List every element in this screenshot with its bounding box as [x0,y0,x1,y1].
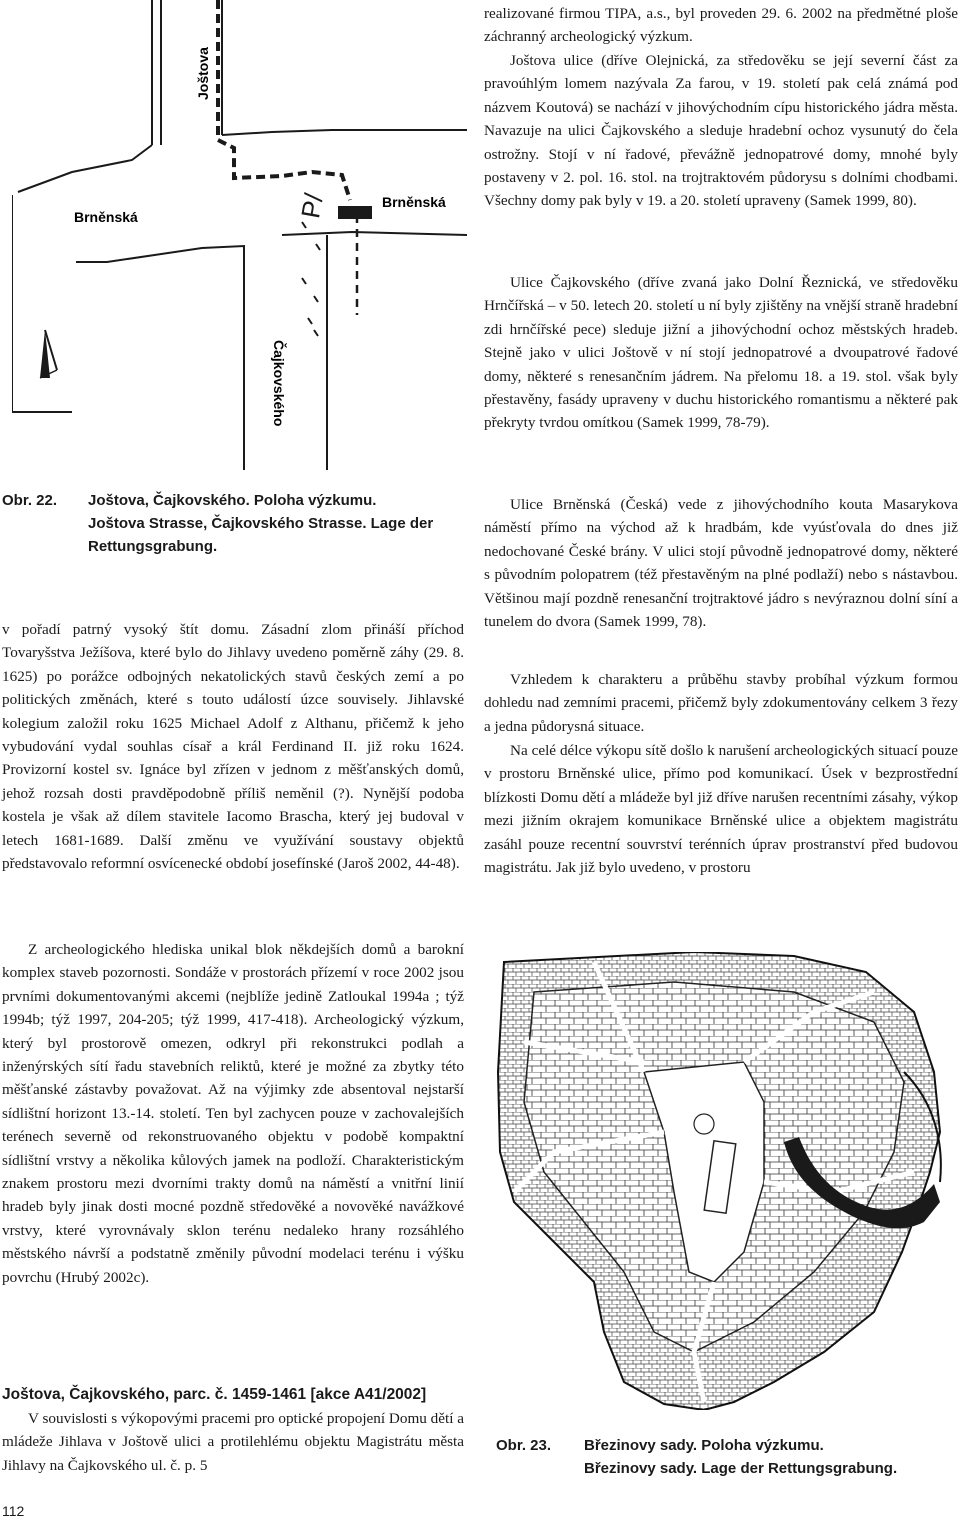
left-paragraph-2: Z archeologického hlediska unikal blok někdejších domů a barokní komplex staveb pozornosti. Sondáže v prostorách přízemí v roce 2002 jsou prvními dokumentovanými akcemi (nejblíže jedině Zatloukal 1994a ; týž 1994b; týž 1997, 204-205; týž 1999, 417-418). Archeologický výzkum, který byl prostorově omezen, odkryl při rekonstrukci podlah a inženýrských sítí řadu stavebních reliktů, které je možné za zbytky této měšťanské zástavby považovat. Až na výjimky zde absentoval nejstarší sídlištní horizont 13.-14. století. Ten byl zachycen pouze v zachovalejších terénech severně od rekonstruovaného objektu v podobě kompaktní sídlištní vrstvy a několika kůlových jamek na podloží. Charakteristickým znakem prostoru mezi dvorními trakty domů na náměstí a vnitřní linií hradeb byly jinak dosti mocné pozdně středověké a novověké navážkové vrstvy, které vyrovnávaly sklon terénu nedaleko hrany rozsáhlého městského návrší a podstatně změnily původní modelaci terénu i výšku povrchu (Hrubý 2002c). [2,941,464,1286]
right-paragraph-6: Na celé délce výkopu sítě došlo k narušení archeologických situací pouze v prostoru Brněnské ulice, přímo pod komunikací. Úsek v bezprostřední blízkosti Domu dětí a mládeže byl již dříve narušen recentními zásahy, výkop mezi jižním okrajem komunikace Brněnské ulice a objektem magistrátu zasáhl pouze recentní souvrství terénních úprav prostranství před budovou magistrátu. Jak již bylo uvedeno, v prostoru [484,742,958,877]
left-paragraph-1: v pořadí patrný vysoký štít domu. Zásadní zlom přináší příchod Tovaryšstva Ježíšova, které bylo do Jihlavy uvedeno poměrně záhy (29. 8. 1625) po porážce odbojných nekatolických stavů českých zemí a po politických změnách, které s touto událostí úzce souvisely. Jihlavské kolegium založil roku 1625 Michael Adolf z Althanu, přičemž k jeho vybudování vydal souhlas císař a král Ferdinand II. již roku 1624. Provizorní kostel sv. Ignáce byl zřízen v jednom z měšťanských domů, jehož rozsah dosti pravděpodobně příliš neměnil (?). Nynější podoba kostela je však až dílem stavitele Iacomo Brascha, který jej budoval v letech 1681-1689. Další změnu ve využívání soustavy objektů představovalo reformní osvícenecké období josefínské (Jaroš 2002, 44-48). [2,621,464,873]
right-paragraph-1: realizované firmou TIPA, a.s., byl proveden 29. 6. 2002 na předmětné ploše záchranný archeologický výzkum. [484,5,958,46]
caption-line: Březinovy sady. Lage der Rettungsgrabung. [584,1460,898,1477]
caption-line: Rettungsgrabung. [88,538,218,555]
north-arrow-icon [40,330,57,378]
right-paragraph-3: Ulice Čajkovského (dříve zvaná jako Dolní Řeznická, ve středověku Hrnčířská – v 50. letech 20. století u ní byly zjištěny na vnější straně hradební zdi hrnčířské pece) sleduje jižní a jihovýchodní ochoz městských hradeb. Stejně jako v ulici Joštově v ní stojí jednopatrové a dvoupatrové řadové domy, některé s renesančním jádrem. Na přelomu 18. a 19. stol. však byly přestavěny, fasády upraveny v duchu historického romantismu a některé pak překryty tvrdou omítkou (Samek 1999, 78-79). [484,274,958,432]
caption-line: Joštova Strasse, Čajkovského Strasse. Lage der [88,515,434,532]
figure-23-label: Obr. 23. [496,1437,552,1454]
map-label-brnenska-right: Brněnská [382,194,446,210]
figure-23-caption [584,1434,954,1480]
map-label-cajkovskeho: Čajkovského [271,340,287,427]
figure-22-caption [88,489,468,558]
map-label-jostova: Joštova [195,47,211,100]
right-paragraph-5: Vzhledem k charakteru a průběhu stavby probíhal výzkum formou dohledu nad zemními pracemi, přičemž byly zdokumentovány celkem 3 řezy a jedna půdorysná situace. [484,671,958,735]
figure-23-town-map [494,952,954,1410]
map-label-plan-mark: P/ [295,191,329,221]
section-title: Joštova, Čajkovského, parc. č. 1459-1461 [akce A41/2002] [2,1386,427,1403]
street-plan-svg [12,0,467,470]
left-paragraph-3: V souvislosti s výkopovými pracemi pro optické propojení Domu dětí a mládeže Jihlava v Joštově ulici a protilehlému objektu Magistrátu města Jihlavy na Čajkovského ul. č. p. 5 [2,1410,464,1474]
figure-22-street-plan [12,0,467,470]
figure-22-label: Obr. 22. [2,492,58,509]
right-paragraph-4: Ulice Brněnská (Česká) vede z jihovýchodního kouta Masarykova náměstí přímo na východ až k hradbám, kde vyúsťovala do dnes již nedochované České brány. V ulici stojí původně jednopatrové domy, některé s původním polopatrem (též přestavěným na plné podlaží) nebo s nástavbou. Většinou mají pozdně renesanční trojtraktové jádro s nevýraznou dolní síní a tunelem do dvora (Samek 1999, 78). [484,496,958,631]
caption-line: Joštova, Čajkovského. Poloha výzkumu. [88,492,377,509]
page-number: 112 [2,1503,25,1519]
caption-line: Březinovy sady. Poloha výzkumu. [584,1437,824,1454]
right-paragraph-2: Joštova ulice (dříve Olejnická, za středověku se její severní část za pravoúhlým lomem nazývala Za farou, v 19. století pak celá známá pod názvem Koutová) se nachází v jihovýchodním cípu historického jádra města. Navazuje na ulici Čajkovského a sleduje hradební ochoz vysunutý do čela ostrožny. Stojí v ní řadové, převážně jednopatrové domy, mnohé byly postaveny v 2. pol. 16. stol. na trojtraktovém půdorysu s dolními chodbami. Všechny domy pak byly v 19. a 20. století upraveny (Samek 1999, 80). [484,52,958,210]
town-map-svg [494,952,954,1410]
map-label-brnenska-left: Brněnská [74,209,138,225]
